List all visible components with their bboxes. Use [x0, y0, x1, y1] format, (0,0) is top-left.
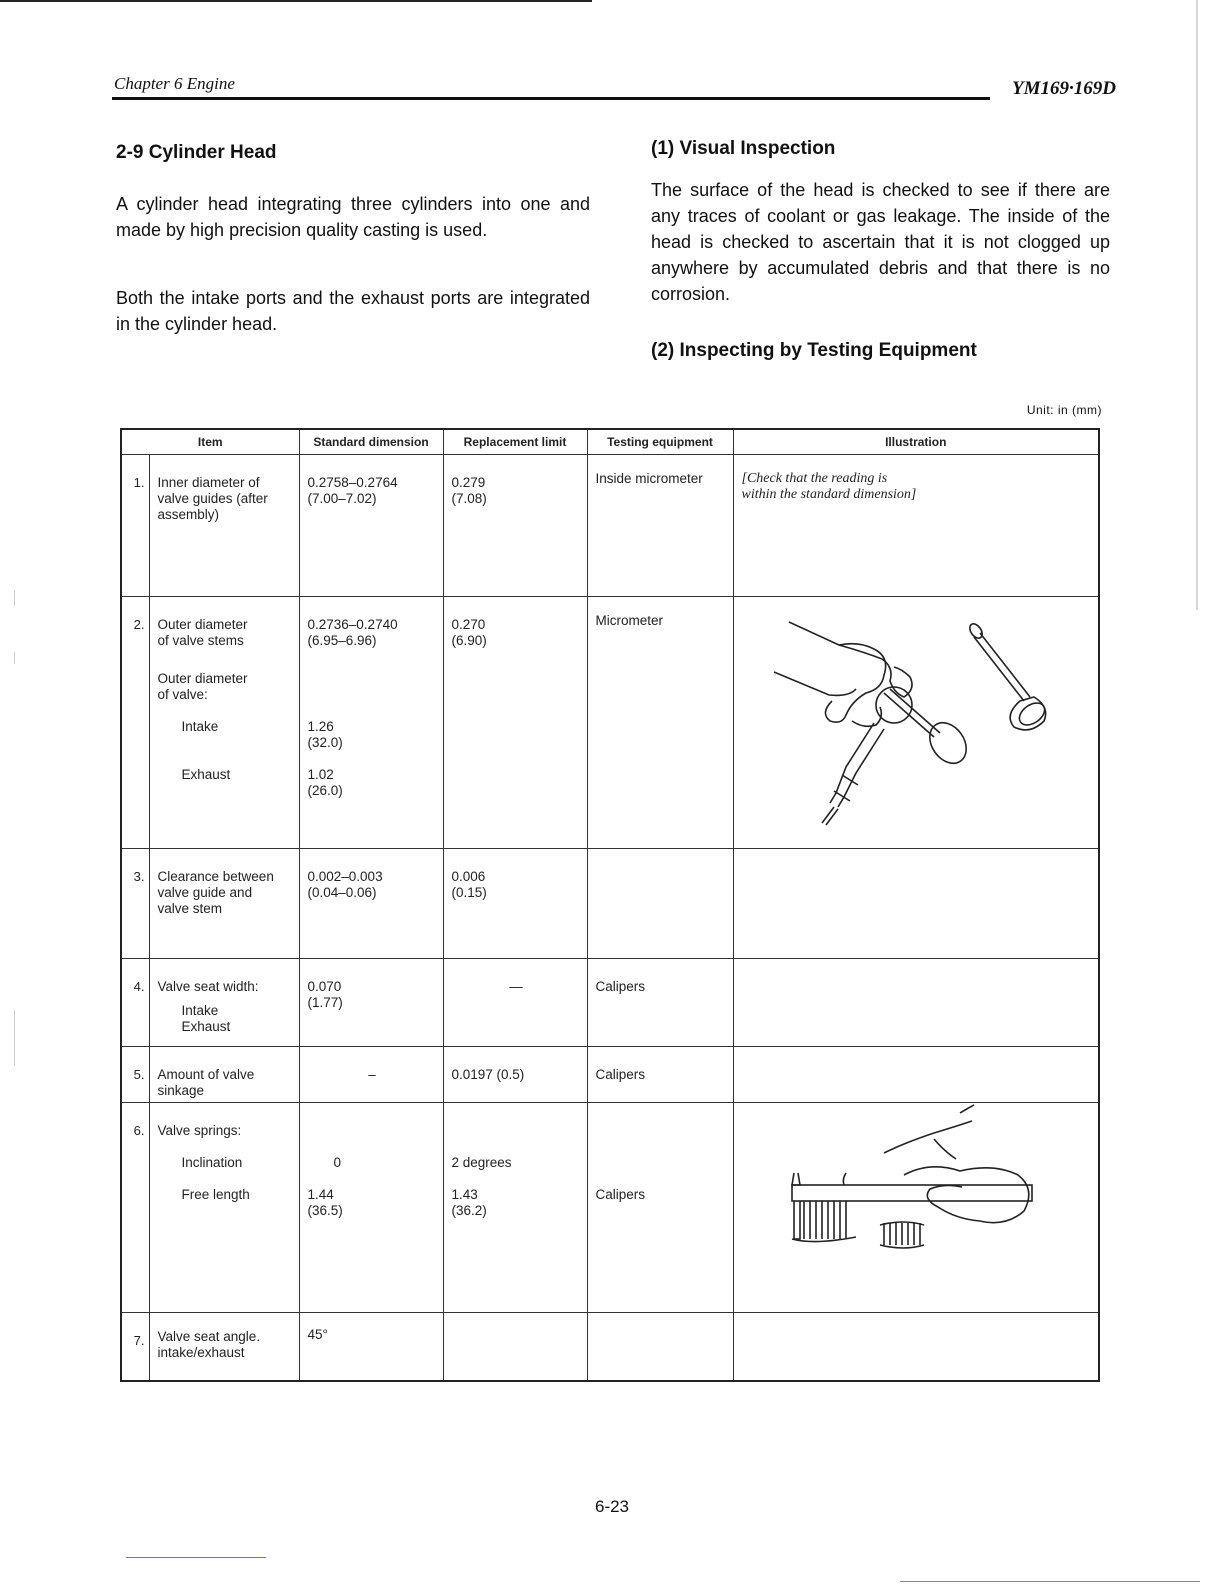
item-text: intake/exhaust — [157, 1345, 245, 1360]
table-row — [121, 959, 1099, 1047]
standard-free-length: (36.5) — [307, 1203, 343, 1218]
illustration-note: [Check that the reading is — [741, 471, 888, 486]
header-equipment: Testing equipment — [587, 429, 733, 455]
intro-paragraph: A cylinder head integrating three cylinders into one and made by high precision quality casting is used. — [116, 194, 590, 240]
row-number: 7. — [121, 1313, 149, 1381]
inclination-label: Inclination — [181, 1155, 243, 1170]
limit-inclination: 2 degrees — [451, 1155, 512, 1170]
equipment-text: Micrometer — [595, 613, 664, 628]
micrometer-valve-illustration — [734, 597, 1100, 847]
standard-value: 45° — [307, 1327, 328, 1342]
arm-line-icon — [774, 672, 856, 695]
limit-value: 0.270 — [451, 617, 486, 632]
section-title: 2-9 Cylinder Head — [116, 142, 277, 163]
table-row — [121, 849, 1099, 959]
top-border-line — [0, 0, 592, 2]
standard-value: 0.070 — [307, 979, 342, 994]
footer-line — [900, 1581, 1200, 1582]
scan-mark — [14, 652, 15, 664]
item-subhead: of valve: — [157, 687, 208, 702]
standard-value: (1.77) — [307, 995, 343, 1010]
scan-mark — [14, 590, 15, 606]
standard-value: 0.2736–0.2740 — [307, 617, 398, 632]
table-header-row — [121, 429, 1099, 455]
ruler-ticks-icon — [794, 1201, 846, 1239]
caliper-jaw-icon — [792, 1173, 800, 1185]
limit-value: 0.0197 (0.5) — [451, 1067, 525, 1082]
item-text: Valve seat width: — [157, 979, 259, 994]
header-illustration: Illustration — [733, 429, 1099, 455]
item-text: Inner diameter of — [157, 475, 260, 490]
limit-free-length: 1.43 — [451, 1187, 478, 1202]
ports-paragraph: Both the intake ports and the exhaust ports are integrated in the cylinder head. — [116, 288, 590, 334]
caliper-beam-icon — [792, 1185, 1032, 1201]
micrometer-barrel-icon — [830, 723, 874, 803]
limit-free-length: (36.2) — [451, 1203, 487, 1218]
item-text: valve guides (after — [157, 491, 268, 506]
row-number: 4. — [121, 959, 149, 1047]
equipment-text: Calipers — [595, 1187, 646, 1202]
table-row — [121, 597, 1099, 849]
illustration-note: within the standard dimension] — [741, 487, 917, 502]
limit-value: (6.90) — [451, 633, 487, 648]
equipment-text: Calipers — [595, 1067, 646, 1082]
row-number: 2. — [121, 597, 149, 849]
standard-intake: 1.26 — [307, 719, 334, 734]
free-length-label: Free length — [181, 1187, 250, 1202]
standard-free-length: 1.44 — [307, 1187, 334, 1202]
limit-value — [444, 1313, 587, 1333]
row-number: 3. — [121, 849, 149, 959]
standard-value: (6.95–6.96) — [307, 633, 377, 648]
row-number: 1. — [121, 455, 149, 597]
header-limit: Replacement limit — [443, 429, 587, 455]
standard-exhaust: 1.02 — [307, 767, 334, 782]
header-item: Item — [121, 429, 299, 455]
testing-equipment-title: (2) Inspecting by Testing Equipment — [651, 340, 977, 361]
item-text: assembly) — [157, 507, 220, 522]
equipment-text — [588, 1313, 733, 1333]
header-rule — [112, 97, 990, 100]
table-row — [121, 1047, 1099, 1103]
item-text: valve stem — [157, 901, 223, 916]
scan-edge-line — [1196, 0, 1198, 610]
item-subhead: Outer diameter — [157, 671, 248, 686]
unit-label: Unit: in (mm) — [1026, 403, 1102, 417]
calipers-spring-illustration — [734, 1103, 1100, 1311]
item-text: sinkage — [157, 1083, 205, 1098]
arm-line-icon — [789, 622, 882, 659]
footer-line — [126, 1557, 266, 1558]
exhaust-label: Exhaust — [181, 1019, 231, 1034]
visual-inspection-title: (1) Visual Inspection — [651, 138, 836, 159]
arm-line-icon — [884, 1121, 972, 1153]
row-number: 5. — [121, 1047, 149, 1103]
item-text: of valve stems — [157, 633, 244, 648]
item-text: Outer diameter — [157, 617, 248, 632]
inspection-table — [120, 428, 1100, 1382]
page-number: 6-23 — [594, 1497, 630, 1516]
equipment-text — [588, 849, 733, 869]
intake-label: Intake — [181, 1003, 219, 1018]
table-row — [121, 1103, 1099, 1313]
standard-value: 0.2758–0.2764 — [307, 475, 398, 490]
standard-value: 0.002–0.003 — [307, 869, 383, 884]
scan-mark — [14, 1010, 15, 1066]
limit-value: 0.006 — [451, 869, 486, 884]
item-text: Amount of valve — [157, 1067, 255, 1082]
item-text: valve guide and — [157, 885, 253, 900]
standard-exhaust: (26.0) — [307, 783, 343, 798]
table-row — [121, 455, 1099, 597]
standard-intake: (32.0) — [307, 735, 343, 750]
equipment-text: Calipers — [595, 979, 646, 994]
valve-stem-icon — [974, 637, 1024, 701]
equipment-text: Inside micrometer — [595, 471, 703, 486]
standard-value: – — [368, 1067, 376, 1082]
limit-value: 0.279 — [451, 475, 486, 490]
exhaust-label: Exhaust — [181, 767, 231, 782]
item-text: Clearance between — [157, 869, 274, 884]
hand-icon — [904, 1167, 1029, 1223]
header-standard: Standard dimension — [299, 429, 443, 455]
item-text: Valve seat angle. — [157, 1329, 261, 1344]
model-number: YM169·169D — [1012, 78, 1116, 99]
standard-value: (7.00–7.02) — [307, 491, 377, 506]
limit-value: (0.15) — [451, 885, 487, 900]
chapter-title: Chapter 6 Engine — [114, 74, 235, 93]
row-number: 6. — [121, 1103, 149, 1313]
standard-inclination: 0 — [333, 1155, 342, 1170]
table-row — [121, 1313, 1099, 1381]
limit-value: — — [509, 979, 523, 994]
visual-inspection-text: The surface of the head is checked to see if there are any traces of coolant or gas leakage. The inside of the head is checked to ascertain that it is not clogged up anywhere by accumulated debris and that there is no corrosion. — [651, 180, 1110, 304]
intake-label: Intake — [181, 719, 219, 734]
standard-value: (0.04–0.06) — [307, 885, 377, 900]
item-text: Valve springs: — [157, 1123, 242, 1138]
spring-icon — [884, 1223, 920, 1245]
limit-value: (7.08) — [451, 491, 487, 506]
